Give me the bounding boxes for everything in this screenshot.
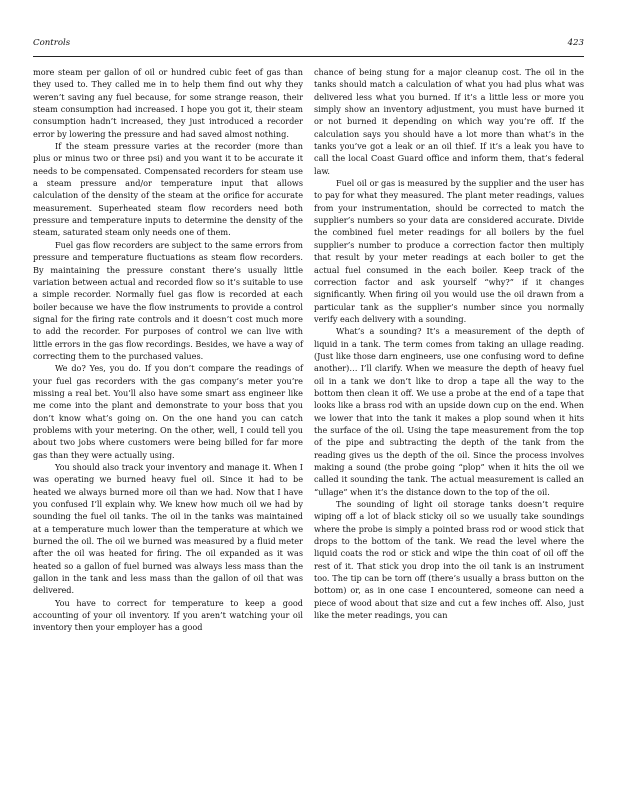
paragraph: We do? Yes, you do. If you don’t compare the readings of your fuel gas recorders with the gas company’s meter you’re missing a real bet. You’ll also have some smart ass engineer like me come into the plant and demonstrate to your boss that you don’t know what’s going on. On the one hand you can catch problems with your metering. On the other, well, I could tell you about two jobs where customers were being billed for far more gas than they were actually using. (33, 363, 303, 460)
paragraph: What’s a sounding? It’s a measurement of the depth of liquid in a tank. The term comes from taking an ullage reading. (Just like those darn engineers, use one confusing word to define another)… I’ll clarify. When we measure the depth of heavy fuel oil in a tank we don’t like to drop a tape all the way to the bottom then clean it off. We use a probe at the end of a tape that looks like a brass rod with an upside down cup on the end. When we lower that into the tank it makes a plop sound when it hits the surface of the oil. Using the tape measurement from the top of the pipe and subtracting the depth of the tank from the reading gives us the depth of the oil. Since the process involves making a sound (the probe going “plop” when it hits the oil we called it sounding the tank. The actual measurement is called an “ullage” when it’s the distance down to the top of the oil. (314, 326, 584, 497)
left-column (33, 66, 303, 634)
page-number: 423 (567, 38, 584, 48)
paragraph: The sounding of light oil storage tanks doesn’t require wiping off a lot of black sticky oil so we usually take soundings where the probe is simply a pointed brass rod or wood stick that drops to the bottom of the tank. We read the level where the liquid coats the rod or stick and wipe the thin coat of oil off the rest of it. That stick you drop into the oil tank is an instrument too. The tip can be torn off (there’s usually a brass button on the bottom) or, as in one case I encountered, someone can need a piece of wood about that size and cut a few inches off. Also, just like the meter readings, you can (314, 499, 584, 621)
paragraph: You should also track your inventory and manage it. When I was operating we burned heavy fuel oil. Since it had to be heated we always burned more oil than we had. Now that I have you confused I’ll explain why. We knew how much oil we had by sounding the fuel oil tanks. The oil in the tanks was maintained at a temperature much lower than the temperature at which we burned the oil. The oil we burned was measured by a fluid meter after the oil was heated for firing. The oil expanded as it was heated so a gallon of fuel burned was always less mass than the gallon in the tank and less mass than the gallon of oil that was delivered. (33, 462, 303, 596)
running-header (33, 38, 584, 52)
right-column (314, 66, 584, 621)
paragraph: Fuel gas flow recorders are subject to the same errors from pressure and temperature fluctuations as steam flow recorders. By maintaining the pressure constant there’s usually little variation between actual and recorded flow so it’s suitable to use a simple recorder. Normally fuel gas flow is recorded at each boiler because we have the flow instruments to provide a control signal for the firing rate controls and it doesn’t cost much more to add the recorder. For purposes of control we can live with little errors in the gas flow recordings. Besides, we have a way of correcting them to the purchased values. (33, 239, 303, 361)
running-title: Controls (33, 38, 71, 48)
paragraph: chance of being stung for a major cleanup cost. The oil in the tanks should match a calculation of what you had plus what was delivered less what you burned. If it’s a little less or more you simply show an inventory adjustment, you must have burned it or not burned it depending on which way you’re off. If the calculation says you should have a lot more than what’s in the tanks you’ve got a leak or an oil thief. If it’s a leak you have to call the local Coast Guard office and inform them, that’s federal law. (314, 67, 584, 176)
paragraph: more steam per gallon of oil or hundred cubic feet of gas than they used to. They called me in to help them find out why they weren’t saving any fuel because, for some strange reason, their steam consumption had increased. I hope you got it, their steam consumption hadn’t increased, they just introduced a recorder error by lowering the pressure and had saved almost nothing. (33, 67, 303, 139)
paragraph: Fuel oil or gas is measured by the supplier and the user has to pay for what they measured. The plant meter readings, values from your instrumentation, should be corrected to match the supplier’s numbers so your data are considered accurate. Divide the combined fuel meter readings for all boilers by the fuel supplier’s number to produce a correction factor then multiply that result by your meter readings at each boiler to get the actual fuel consumed in the each boiler. Keep track of the correction factor and ask yourself “why?” if it changes significantly. When firing oil you would use the oil drawn from a particular tank as the supplier’s number since you normally verify each delivery with a sounding. (314, 178, 584, 324)
header-rule (33, 56, 584, 57)
paragraph: If the steam pressure varies at the recorder (more than plus or minus two or three psi) and you want it to be accurate it needs to be compensated. Compensated recorders for steam use a steam pressure and/or temperature input that allows calculation of the density of the steam at the orifice for accurate measurement. Superheated steam flow recorders need both pressure and temperature inputs to determine the density of the steam, saturated steam only needs one of them. (33, 141, 303, 238)
paragraph: You have to correct for temperature to keep a good accounting of your oil inventory. If you aren’t watching your oil inventory then your employer has a good (33, 597, 303, 633)
